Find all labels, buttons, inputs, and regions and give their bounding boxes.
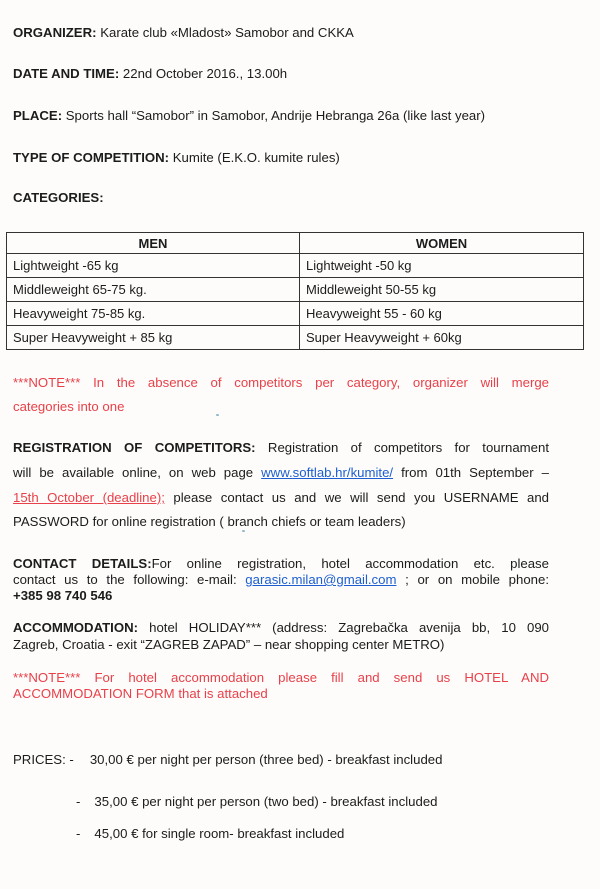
email-link[interactable]: garasic.milan@gmail.com (245, 572, 397, 587)
price-dash: - (76, 826, 81, 841)
type-label: TYPE OF COMPETITION: (13, 150, 170, 165)
women-category: Super Heavyweight + 60kg (300, 326, 584, 350)
contact-text: contact us to the following: e-mail: (13, 572, 246, 587)
prices-label: PRICES: - (13, 752, 74, 767)
registration-line4: PASSWORD for online registration ( branch chiefs or team leaders) (13, 514, 406, 529)
date-time-line (13, 66, 287, 81)
registration-label: REGISTRATION OF COMPETITORS: (13, 440, 256, 455)
registration-text: Registration of competitors for tournament (255, 440, 549, 455)
men-category: Super Heavyweight + 85 kg (7, 326, 300, 350)
organizer-line (13, 25, 354, 40)
deadline-text: 15th October (deadline); (13, 490, 165, 505)
registration-line3 (13, 490, 549, 505)
accommodation-line1 (13, 620, 549, 635)
contact-line2 (13, 572, 549, 587)
note-merge-line2: categories into one (13, 399, 125, 414)
organizer-value: Karate club «Mladost» Samobor and CKKA (96, 25, 354, 40)
contact-line1 (13, 556, 549, 571)
prices-line2 (76, 794, 438, 809)
women-header: WOMEN (300, 233, 584, 254)
prices-line3 (76, 826, 344, 841)
prices-line1 (13, 752, 442, 767)
registration-text: please contact us and we will send you USERNAME and (164, 490, 549, 505)
categories-table (6, 232, 584, 350)
place-label: PLACE: (13, 108, 63, 123)
note-merge-line1: ***NOTE*** In the absence of competitors per category, organizer will merge (13, 375, 549, 390)
table-row (7, 278, 584, 302)
registration-link[interactable]: www.softlab.hr/kumite/ (261, 465, 394, 480)
scan-speck (242, 530, 245, 532)
categories-heading: CATEGORIES: (13, 190, 104, 205)
note-hotel-line2: ACCOMMODATION FORM that is attached (13, 686, 268, 701)
table-row (7, 302, 584, 326)
registration-line1 (13, 440, 549, 455)
contact-label: CONTACT DETAILS: (13, 556, 152, 571)
scan-speck (216, 414, 219, 416)
type-line (13, 150, 340, 165)
price-item: 30,00 € per night per person (three bed) - breakfast included (89, 752, 443, 767)
type-value: Kumite (E.K.O. kumite rules) (169, 150, 340, 165)
date-time-value: 22nd October 2016., 13.00h (119, 66, 288, 81)
organizer-label: ORGANIZER: (13, 25, 97, 40)
phone-number: +385 98 740 546 (13, 588, 113, 603)
registration-text: will be available online, on web page (13, 465, 262, 480)
table-row (7, 254, 584, 278)
place-line (13, 108, 485, 123)
men-category: Lightweight -65 kg (7, 254, 300, 278)
date-time-label: DATE AND TIME: (13, 66, 120, 81)
men-category: Heavyweight 75-85 kg. (7, 302, 300, 326)
price-item: 45,00 € for single room- breakfast included (94, 826, 345, 841)
price-dash: - (76, 794, 81, 809)
accommodation-label: ACCOMMODATION: (13, 620, 139, 635)
accommodation-text: hotel HOLIDAY*** (address: Zagrebačka avenija bb, 10 090 (138, 620, 549, 635)
price-item: 35,00 € per night per person (two bed) - breakfast included (94, 794, 438, 809)
table-header-row (7, 233, 584, 254)
contact-text: For online registration, hotel accommodation etc. please (151, 556, 549, 571)
place-value: Sports hall “Samobor” in Samobor, Andrije Hebranga 26a (like last year) (62, 108, 486, 123)
registration-text: from 01th September – (393, 465, 549, 480)
contact-text: ; or on mobile phone: (396, 572, 550, 587)
women-category: Heavyweight 55 - 60 kg (300, 302, 584, 326)
note-hotel-line1: ***NOTE*** For hotel accommodation please fill and send us HOTEL AND (13, 670, 549, 685)
registration-line2 (13, 465, 549, 480)
accommodation-line2: Zagreb, Croatia - exit “ZAGREB ZAPAD” – near shopping center METRO) (13, 637, 445, 652)
men-header: MEN (7, 233, 300, 254)
men-category: Middleweight 65-75 kg. (7, 278, 300, 302)
women-category: Middleweight 50-55 kg (300, 278, 584, 302)
table-row (7, 326, 584, 350)
women-category: Lightweight -50 kg (300, 254, 584, 278)
